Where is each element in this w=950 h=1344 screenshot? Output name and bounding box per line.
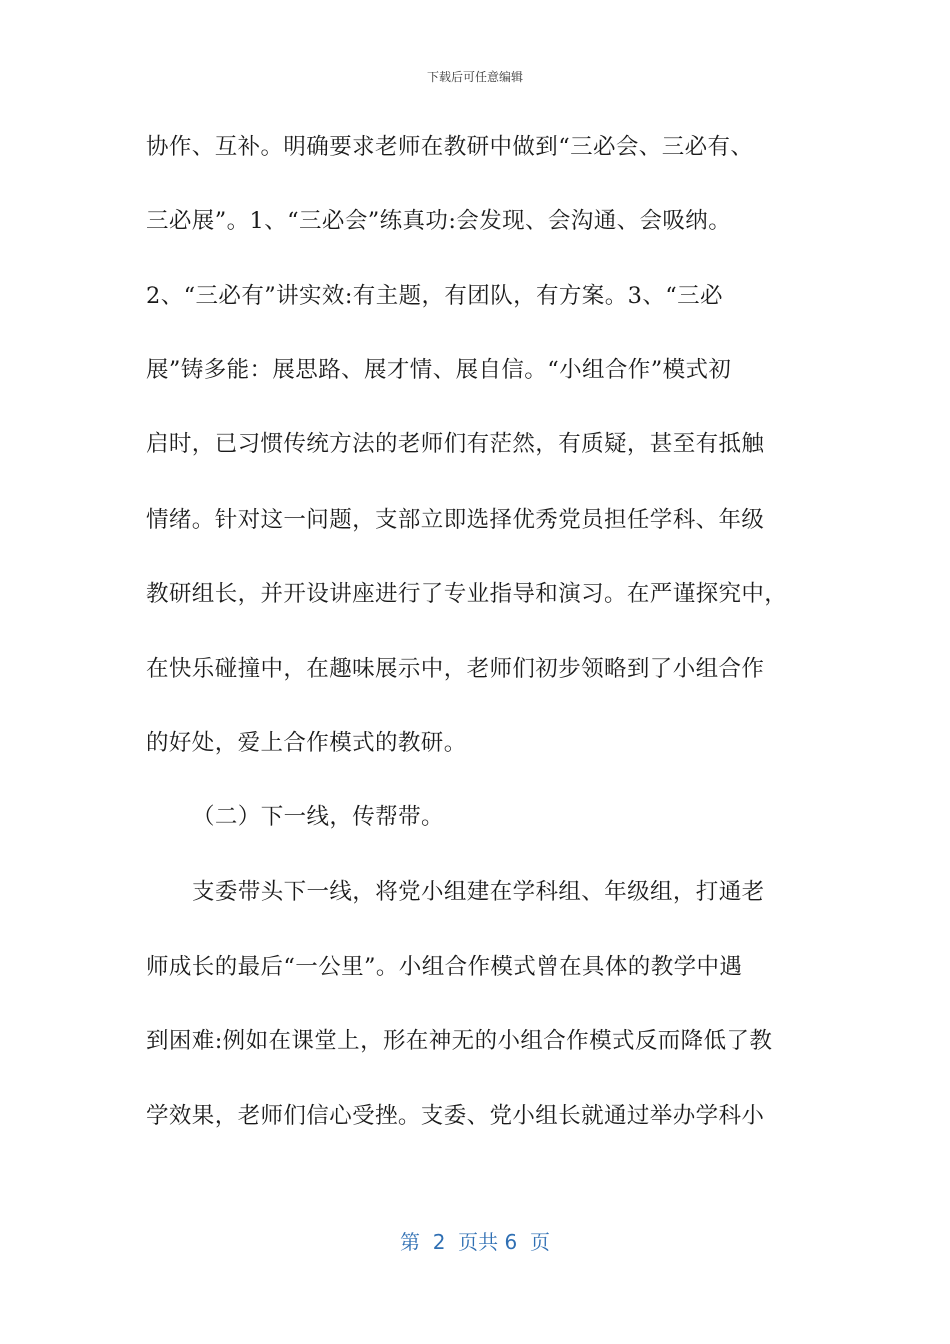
body-line: 协作、互补。明确要求老师在教研中做到“三必会、三必有、	[146, 134, 754, 160]
body-line: 到困难:例如在课堂上，形在神无的小组合作模式反而降低了教	[146, 1028, 773, 1054]
section-heading: （二）下一线，传帮带。	[192, 804, 444, 830]
body-line: 的好处，爱上合作模式的教研。	[146, 730, 467, 756]
page-number-footer: 第 2 页共 6 页	[400, 1230, 550, 1254]
body-line: 师成长的最后“一公里”。小组合作模式曾在具体的教学中遇	[146, 954, 743, 980]
body-line: 启时，已习惯传统方法的老师们有茫然，有质疑，甚至有抵触	[146, 431, 765, 457]
body-line: 学效果，老师们信心受挫。支委、党小组长就通过举办学科小	[146, 1103, 765, 1129]
body-line: 在快乐碰撞中，在趣味展示中，老师们初步领略到了小组合作	[146, 656, 765, 682]
body-line: 情绪。针对这一问题，支部立即选择优秀党员担任学科、年级	[146, 507, 765, 533]
body-line: 支委带头下一线，将党小组建在学科组、年级组，打通老	[192, 879, 765, 905]
body-line: 教研组长，并开设讲座进行了专业指导和演习。在严谨探究中，	[146, 581, 788, 607]
body-line: 展”铸多能：展思路、展才情、展自信。“小组合作”模式初	[146, 357, 732, 383]
page-header: 下载后可任意编辑	[426, 70, 523, 84]
body-line: 三必展”。1、“三必会”练真功:会发现、会沟通、会吸纳。	[146, 208, 732, 234]
body-line: 2、“三必有”讲实效:有主题，有团队，有方案。3、“三必	[146, 283, 723, 309]
